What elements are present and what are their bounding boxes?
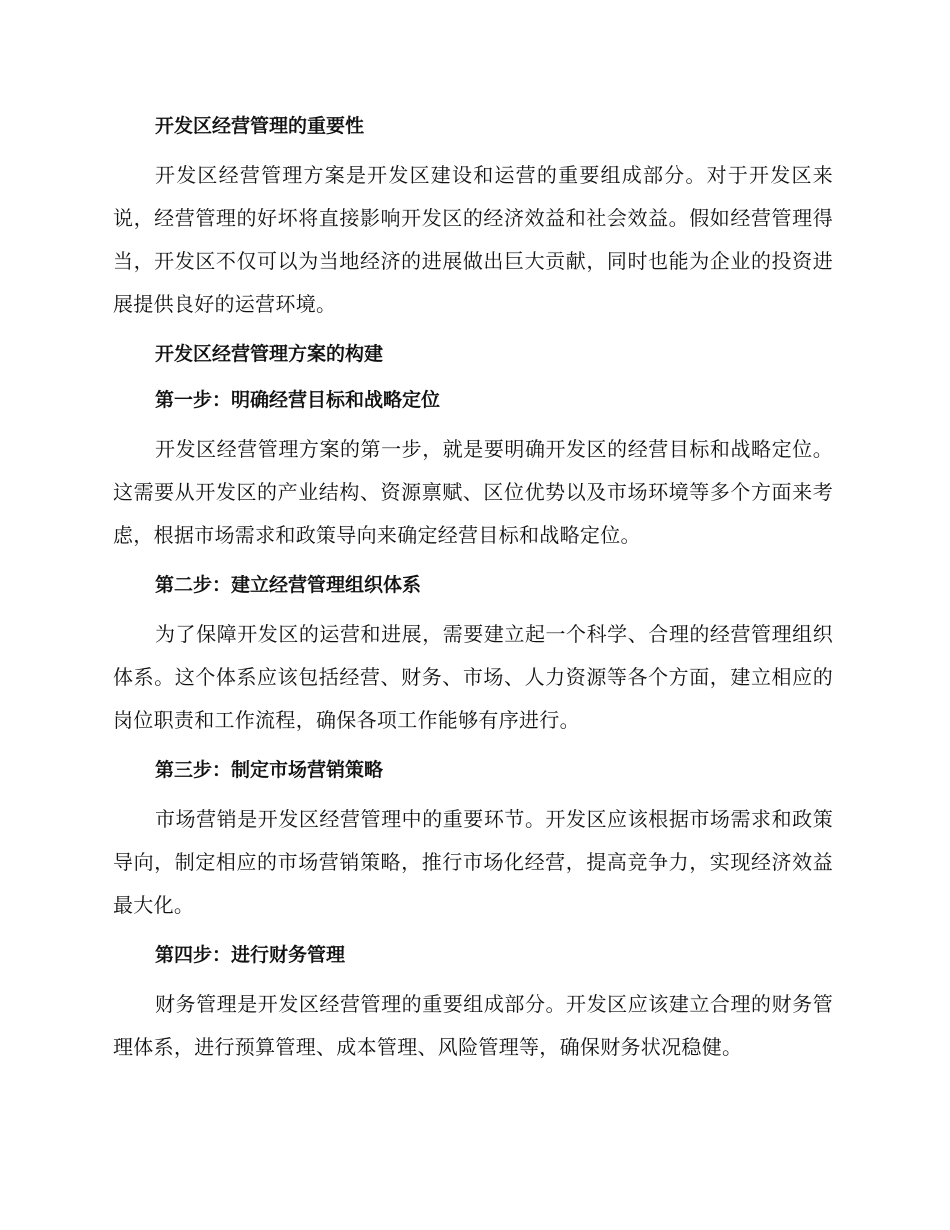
document-body <box>113 108 833 1079</box>
paragraph-importance: 开发区经营管理方案是开发区建设和运营的重要组成部分。对于开发区来说，经营管理的好坏将直接影响开发区的经济效益和社会效益。假如经营管理得当，开发区不仅可以为当地经济的进展做出巨大贡献，同时也能为企业的投资进展提供良好的运营环境。 <box>113 163 833 316</box>
paragraph-step-4: 财务管理是开发区经营管理的重要组成部分。开发区应该建立合理的财务管理体系，进行预算管理、成本管理、风险管理等，确保财务状况稳健。 <box>113 992 833 1059</box>
step-heading-2: 第二步：建立经营管理组织体系 <box>155 574 422 596</box>
paragraph-step-2: 为了保障开发区的运营和进展，需要建立起一个科学、合理的经营管理组织体系。这个体系应该包括经营、财务、市场、人力资源等各个方面，建立相应的岗位职责和工作流程，确保各项工作能够有序进行。 <box>113 622 833 732</box>
step-heading-4: 第四步：进行财务管理 <box>155 944 346 966</box>
paragraph-step-1: 开发区经营管理方案的第一步，就是要明确开发区的经营目标和战略定位。这需要从开发区的产业结构、资源禀赋、区位优势以及市场环境等多个方面来考虑，根据市场需求和政策导向来确定经营目标和战略定位。 <box>113 437 833 547</box>
section-heading-construction: 开发区经营管理方案的构建 <box>155 343 384 365</box>
section-heading-importance: 开发区经营管理的重要性 <box>155 115 365 137</box>
step-heading-1: 第一步：明确经营目标和战略定位 <box>155 389 441 411</box>
step-heading-3: 第三步：制定市场营销策略 <box>155 759 384 781</box>
paragraph-step-3: 市场营销是开发区经营管理中的重要环节。开发区应该根据市场需求和政策导向，制定相应的市场营销策略，推行市场化经营，提高竞争力，实现经济效益最大化。 <box>113 807 833 917</box>
